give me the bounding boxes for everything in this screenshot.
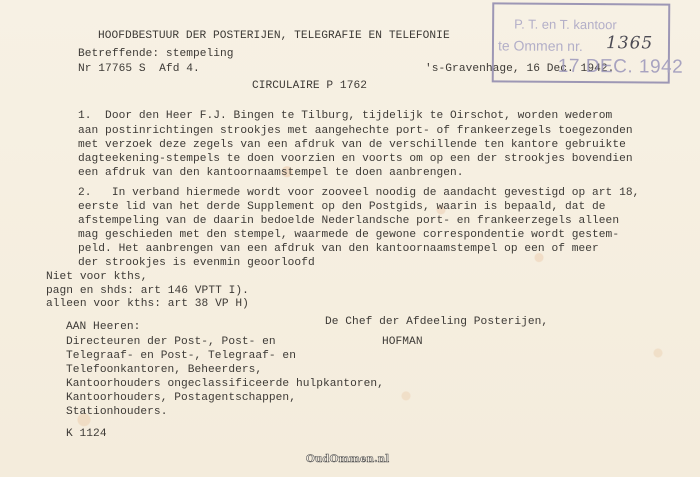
signature-title: De Chef der Afdeeling Posterijen,	[325, 316, 549, 328]
paragraph-line: met verzoek deze zegels van een afdruk van de verschillende ten kantore gebruikte	[78, 139, 626, 151]
paragraph-line: der strookjes is evenmin geoorloofd	[78, 257, 315, 269]
stamp-location-line: te Ommen nr.	[497, 37, 583, 55]
stamp-handwritten-number: 1365	[605, 33, 654, 54]
footer-code: K 1124	[66, 428, 107, 440]
organization-heading: HOOFDBESTUUR DER POSTERIJEN, TELEGRAFIE EN TELEFONIE	[98, 30, 450, 42]
addressee-line: Stationhouders.	[66, 406, 168, 418]
post-office-stamp	[492, 2, 684, 83]
stamp-date: 17 DEC. 1942	[557, 55, 684, 78]
stamp-office-line: P. T. en T. kantoor	[514, 16, 617, 33]
addressee-line: Telegraaf- en Post-, Telegraaf- en	[66, 350, 296, 362]
addressee-line: Kantoorhouders, Postagentschappen,	[66, 392, 296, 404]
paragraph-line: dagteekening-stempels te doen voorzien en voorts om op een der strookjes bovendien	[78, 153, 633, 165]
paragraph-line: 2. In verband hiermede wordt voor zooveel noodig de aandacht gevestigd op art 18,	[78, 187, 640, 199]
signature-name: HOFMAN	[382, 336, 423, 348]
paragraph-line: een afdruk van den kantoornaamstempel te doen aanbrengen.	[78, 167, 464, 179]
note-line: pagn en shds: art 146 VPTT I).	[46, 285, 249, 297]
place-date: 's-Gravenhage, 16 Dec. 1942.	[425, 63, 615, 75]
reference-number: Nr 17765 S Afd 4.	[78, 63, 200, 75]
watermark-logo: OudOmmen.nl	[306, 454, 390, 465]
paragraph-line: peld. Het aanbrengen van een afdruk van den kantoornaamstempel op een of meer	[78, 243, 599, 255]
circular-number: CIRCULAIRE P 1762	[252, 80, 367, 92]
note-line: alleen voor kths: art 38 VP H)	[46, 298, 249, 310]
addressee-line: Directeuren der Post-, Post- en	[66, 336, 276, 348]
addressee-line: Kantoorhouders ongeclassificeerde hulpkantoren,	[66, 378, 384, 390]
paragraph-line: eerste lid van het derde Supplement op den Postgids, waarin is bepaald, dat de	[78, 201, 606, 213]
paragraph-line: aan postinrichtingen strookjes met aangehechte port- of frankeerzegels toegezonden	[78, 125, 633, 137]
subject-line: Betreffende: stempeling	[78, 48, 234, 60]
addressees-heading: AAN Heeren:	[66, 321, 141, 333]
paragraph-line: afstempeling van de daarin bedoelde Nederlandsche port- en frankeerzegels alleen	[78, 215, 620, 227]
paragraph-line: mag geschieden met den stempel, waarmede de gewone correspondentie wordt gestem-	[78, 229, 620, 241]
addressee-line: Telefoonkantoren, Beheerders,	[66, 364, 263, 376]
paragraph-line: 1. Door den Heer F.J. Bingen te Tilburg, tijdelijk te Oirschot, worden wederom	[78, 110, 613, 122]
note-line: Niet voor kths,	[46, 271, 148, 283]
